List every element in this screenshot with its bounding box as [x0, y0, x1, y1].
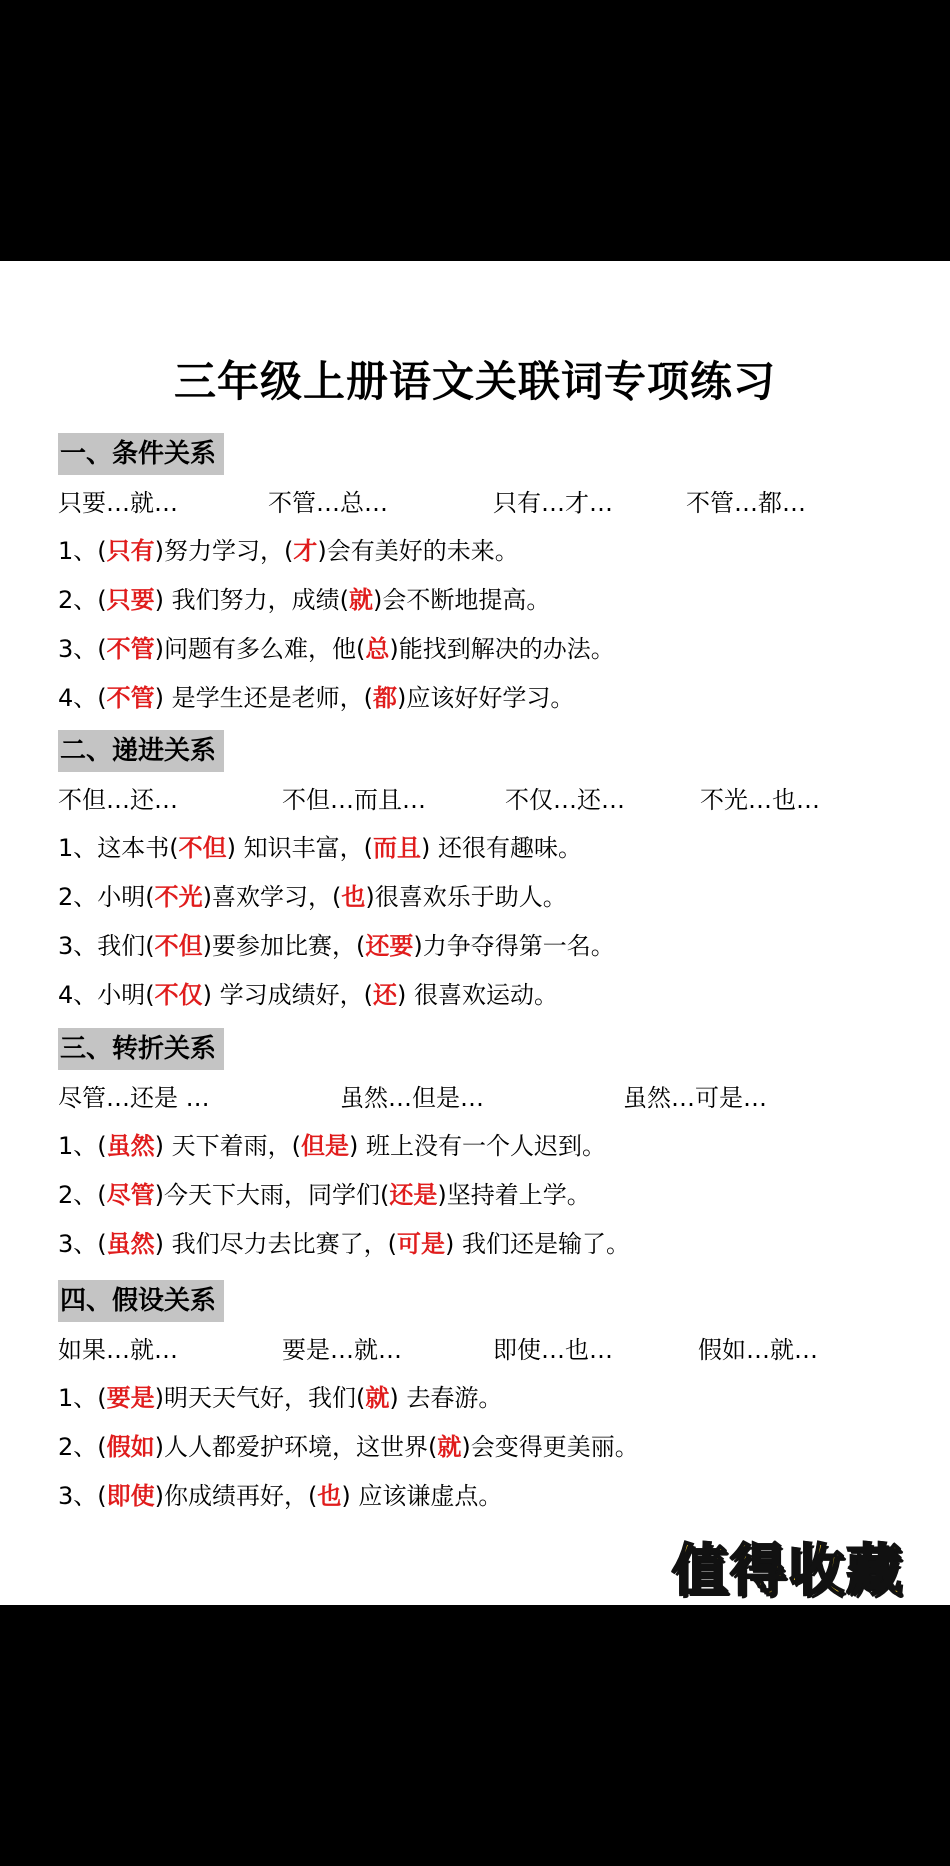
sentence-end: 去春游。 — [398, 1384, 503, 1412]
connective-pairs — [58, 483, 938, 523]
sentence-prefix: 4、小明 — [58, 981, 146, 1009]
example-sentence: 2、(只要) 我们努力，成绩(就)会不断地提高。 — [58, 586, 551, 614]
section-heading: 一、条件关系 — [58, 433, 224, 475]
connective-answer: 只要 — [106, 586, 155, 614]
connective-pair: 不管…总… — [268, 489, 388, 517]
connective-answer: 虽然 — [106, 1230, 155, 1258]
sentence-middle: 我们尽力去比赛了， — [164, 1230, 388, 1258]
sentence-prefix: 2、 — [58, 1181, 98, 1209]
connective-pair: 虽然…但是… — [340, 1084, 484, 1112]
sentence-end: 班上没有一个人迟到。 — [358, 1132, 607, 1160]
sentence-end: 应该好好学习。 — [406, 684, 575, 712]
connective-pair: 虽然…可是… — [623, 1084, 767, 1112]
connective-pair: 不仅…还… — [505, 786, 625, 814]
connective-answer: 而且 — [373, 834, 422, 862]
sentence-prefix: 1、 — [58, 1132, 98, 1160]
sentence-prefix: 4、 — [58, 684, 98, 712]
connective-pair: 只要…就… — [58, 489, 178, 517]
sentence-end: 应该谦虚点。 — [350, 1482, 503, 1510]
example-sentence: 4、小明(不仅) 学习成绩好，(还) 很喜欢运动。 — [58, 981, 559, 1009]
sentence-prefix: 3、 — [58, 635, 98, 663]
connective-answer: 要是 — [106, 1384, 155, 1412]
sentence-end: 会有美好的未来。 — [326, 537, 519, 565]
sentence-prefix: 3、 — [58, 1482, 98, 1510]
connective-answer: 就 — [349, 586, 374, 614]
sentence-prefix: 2、 — [58, 1433, 98, 1461]
example-sentence: 3、(即使)你成绩再好，(也) 应该谦虚点。 — [58, 1482, 503, 1510]
connective-answer: 可是 — [397, 1230, 446, 1258]
connective-pair: 不管…都… — [686, 489, 806, 517]
section-heading: 四、假设关系 — [58, 1280, 224, 1322]
sentence-middle: 问题有多么难，他 — [164, 635, 357, 663]
sentence-prefix: 2、小明 — [58, 883, 146, 911]
connective-answer: 总 — [365, 635, 390, 663]
sentence-middle: 努力学习， — [164, 537, 285, 565]
sentence-middle: 要参加比赛， — [212, 932, 357, 960]
connective-pairs — [58, 1078, 938, 1118]
sentence-end: 还很有趣味。 — [430, 834, 583, 862]
sentence-end: 坚持着上学。 — [446, 1181, 591, 1209]
connective-pair: 不光…也… — [700, 786, 820, 814]
connective-answer: 也 — [317, 1482, 342, 1510]
example-sentence: 2、(尽管)今天下大雨，同学们(还是)坚持着上学。 — [58, 1181, 591, 1209]
example-sentence: 3、(不管)问题有多么难，他(总)能找到解决的办法。 — [58, 635, 615, 663]
connective-pairs — [58, 1330, 938, 1370]
connective-answer: 就 — [365, 1384, 390, 1412]
sentence-prefix: 1、 — [58, 1384, 98, 1412]
connective-answer: 只有 — [106, 537, 155, 565]
document-page — [0, 261, 950, 1605]
connective-pair: 尽管…还是 … — [58, 1084, 210, 1112]
section-heading: 三、转折关系 — [58, 1028, 224, 1070]
section-heading: 二、递进关系 — [58, 730, 224, 772]
connective-answer: 不光 — [154, 883, 203, 911]
sentence-prefix: 1、 — [58, 537, 98, 565]
connective-answer: 都 — [373, 684, 398, 712]
example-sentence: 1、(只有)努力学习，(才)会有美好的未来。 — [58, 537, 519, 565]
sentence-prefix: 2、 — [58, 586, 98, 614]
connective-pair: 不但…而且… — [282, 786, 426, 814]
connective-answer: 尽管 — [106, 1181, 155, 1209]
connective-answer: 虽然 — [106, 1132, 155, 1160]
sentence-middle: 学习成绩好， — [212, 981, 364, 1009]
connective-answer: 还要 — [365, 932, 414, 960]
sentence-middle: 你成绩再好， — [164, 1482, 309, 1510]
sentence-prefix: 1、这本书 — [58, 834, 170, 862]
connective-pair: 不但…还… — [58, 786, 178, 814]
example-sentence: 2、小明(不光)喜欢学习，(也)很喜欢乐于助人。 — [58, 883, 567, 911]
connective-answer: 即使 — [106, 1482, 155, 1510]
example-sentence: 1、(要是)明天天气好，我们(就) 去春游。 — [58, 1384, 503, 1412]
bookmark-stamp: 值得收藏 — [672, 1539, 904, 1604]
connective-answer: 不管 — [106, 635, 155, 663]
connective-answer: 不但 — [154, 932, 203, 960]
sentence-end: 会不断地提高。 — [382, 586, 551, 614]
sentence-middle: 明天天气好，我们 — [164, 1384, 357, 1412]
connective-answer: 还是 — [389, 1181, 438, 1209]
sentence-middle: 我们努力，成绩 — [164, 586, 340, 614]
sentence-end: 我们还是输了。 — [454, 1230, 631, 1258]
connective-pair: 要是…就… — [282, 1336, 402, 1364]
sentence-middle: 今天下大雨，同学们 — [164, 1181, 381, 1209]
sentence-prefix: 3、 — [58, 1230, 98, 1258]
sentence-end: 很喜欢乐于助人。 — [374, 883, 567, 911]
connective-answer: 但是 — [301, 1132, 350, 1160]
connective-answer: 就 — [437, 1433, 462, 1461]
connective-answer: 不仅 — [154, 981, 203, 1009]
connective-pairs — [58, 780, 938, 820]
connective-answer: 假如 — [106, 1433, 155, 1461]
example-sentence: 1、这本书(不但) 知识丰富，(而且) 还很有趣味。 — [58, 834, 583, 862]
sentence-end: 很喜欢运动。 — [406, 981, 559, 1009]
sentence-end: 会变得更美丽。 — [470, 1433, 639, 1461]
sentence-end: 力争夺得第一名。 — [422, 932, 615, 960]
connective-pair: 如果…就… — [58, 1336, 178, 1364]
example-sentence: 3、(虽然) 我们尽力去比赛了，(可是) 我们还是输了。 — [58, 1230, 631, 1258]
sentence-middle: 喜欢学习， — [212, 883, 333, 911]
connective-answer: 也 — [341, 883, 366, 911]
sentence-middle: 知识丰富， — [236, 834, 364, 862]
sentence-middle: 是学生还是老师， — [164, 684, 364, 712]
page-title: 三年级上册语文关联词专项练习 — [173, 357, 776, 406]
example-sentence: 3、我们(不但)要参加比赛，(还要)力争夺得第一名。 — [58, 932, 615, 960]
example-sentence: 4、(不管) 是学生还是老师，(都)应该好好学习。 — [58, 684, 575, 712]
sentence-prefix: 3、我们 — [58, 932, 146, 960]
connective-pair: 假如…就… — [698, 1336, 818, 1364]
example-sentence: 2、(假如)人人都爱护环境，这世界(就)会变得更美丽。 — [58, 1433, 639, 1461]
connective-pair: 只有…才… — [493, 489, 613, 517]
connective-answer: 才 — [293, 537, 318, 565]
sentence-end: 能找到解决的办法。 — [398, 635, 615, 663]
connective-answer: 不管 — [106, 684, 155, 712]
sentence-middle: 人人都爱护环境，这世界 — [164, 1433, 429, 1461]
connective-answer: 还 — [373, 981, 398, 1009]
example-sentence: 1、(虽然) 天下着雨，(但是) 班上没有一个人迟到。 — [58, 1132, 607, 1160]
connective-pair: 即使…也… — [493, 1336, 613, 1364]
sentence-middle: 天下着雨， — [164, 1132, 292, 1160]
connective-answer: 不但 — [178, 834, 227, 862]
